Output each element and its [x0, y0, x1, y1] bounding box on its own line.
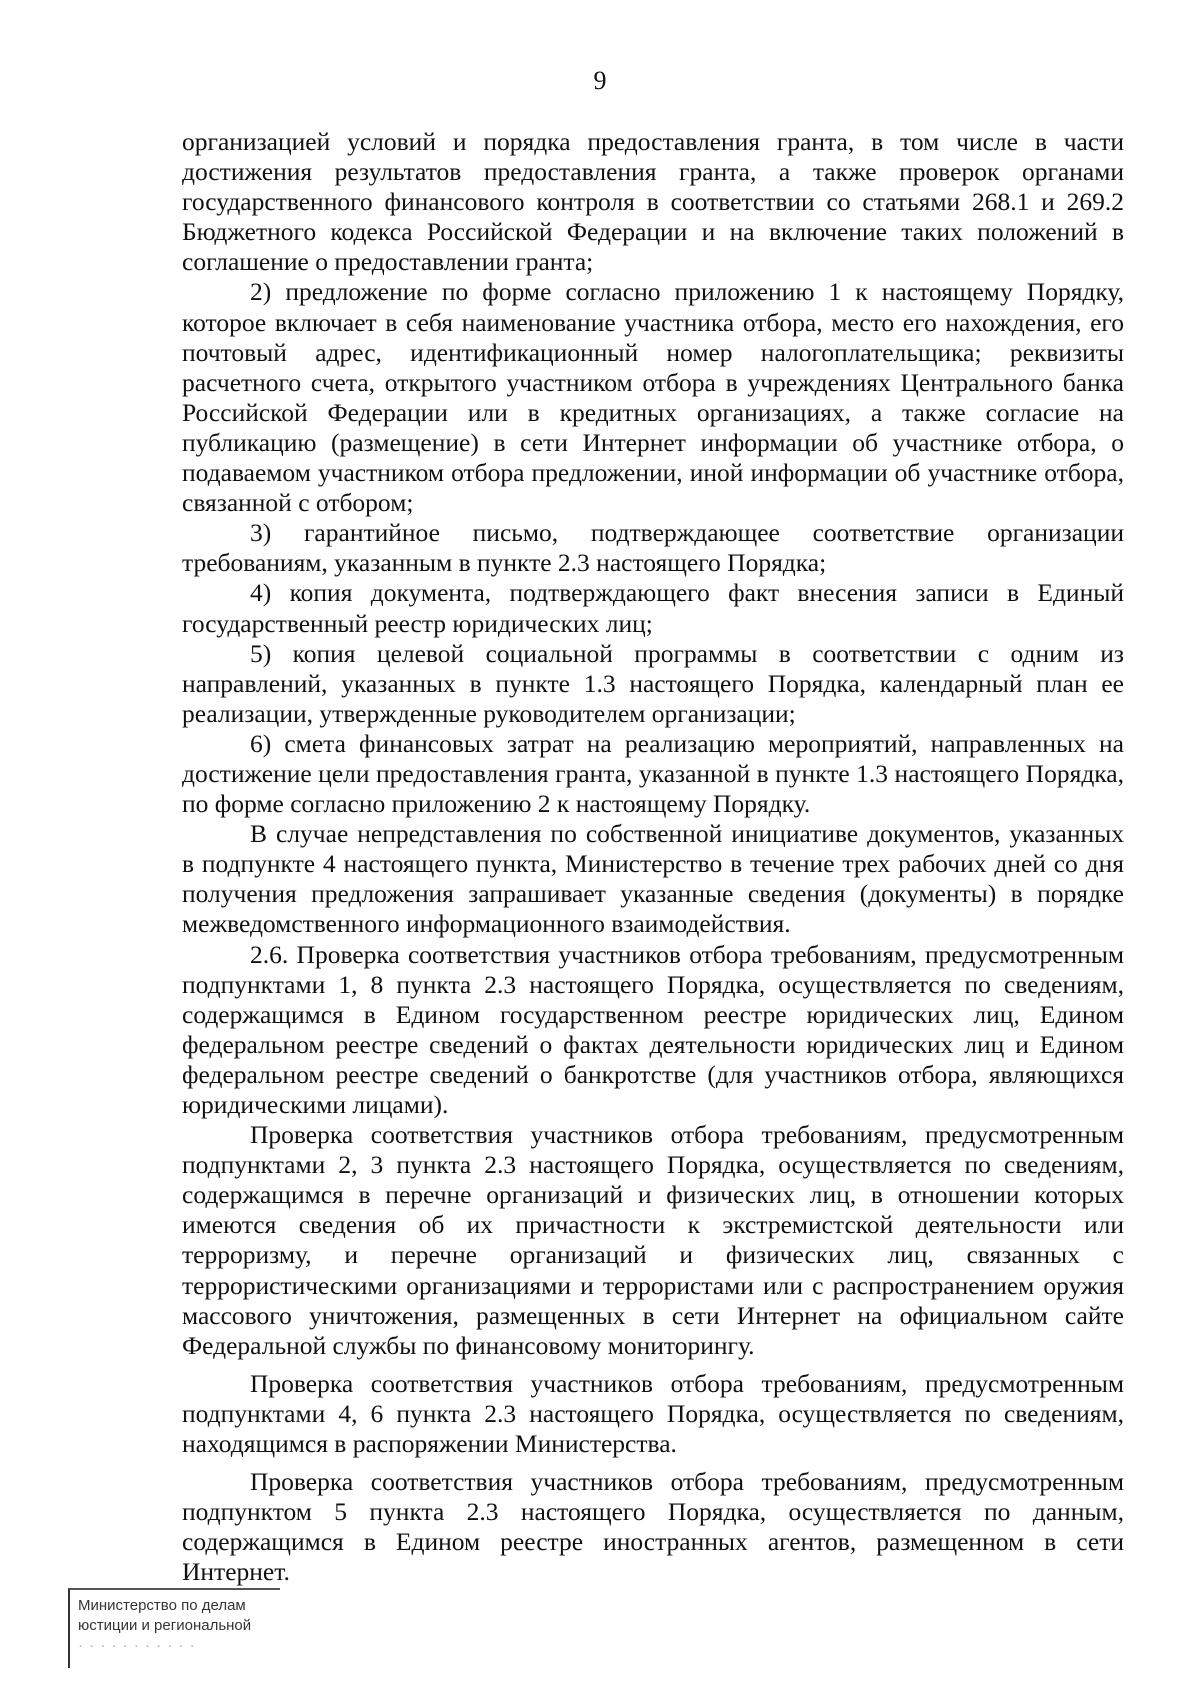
paragraph-check-4-6: Проверка соответствия участников отбора требованиям, предусмотренным подпунктами 4, 6 пункта 2.3 настоящего Порядка, осуществляется по сведениям, находящимся в распоряжении Министерства. — [182, 1368, 1124, 1459]
paragraph-check-2-3: Проверка соответствия участников отбора требованиям, предусмотренным подпунктами 2, 3 пункта 2.3 настоящего Порядка, осуществляется по сведениям, содержащимся в перечне организаций и физических лиц, в отношении которых имеются сведения об их причастности к экстремистской деятельности или терроризму, и перечне организаций и физических лиц, связанных с террористическими организациями и террористами или с распространением оружия массового уничтожения, размещенных в сети Интернет на официальном сайте Федеральной службы по финансовому мониторингу. — [182, 1120, 1124, 1360]
ministry-stamp — [68, 1588, 280, 1668]
stamp-line-2: юстиции и региональной — [78, 1617, 252, 1634]
paragraph-continuation: организацией условий и порядка предоставления гранта, в том числе в части достижения результатов предоставления гранта, а также проверок органами государственного финансового контроля в соответствии со статьями 268.1 и 269.2 Бюджетного кодекса Российской Федерации и на включение таких положений в соглашение о предоставлении гранта; — [182, 127, 1124, 277]
list-item-4: 4) копия документа, подтверждающего факт внесения записи в Единый государственный реестр юридических лиц; — [182, 578, 1124, 638]
list-item-6: 6) смета финансовых затрат на реализацию мероприятий, направленных на достижение цели предоставления гранта, указанной в пункте 1.3 настоящего Порядка, по форме согласно приложению 2 к настоящему Порядку. — [182, 728, 1124, 819]
page-number: 9 — [593, 66, 607, 95]
stamp-line-1: Министерство по делам — [78, 1597, 246, 1614]
list-item-5: 5) копия целевой социальной программы в соответствии с одним из направлений, указанных в пункте 1.3 настоящего Порядка, календарный план ее реализации, утвержденные руководителем организации; — [182, 638, 1124, 728]
stamp-line-3-illegible: · · · · · · · · · · · — [78, 1637, 196, 1654]
list-item-2: 2) предложение по форме согласно приложению 1 к настоящему Порядку, которое включает в себя наименование участника отбора, место его нахождения, его почтовый адрес, идентификационный номер налогоплательщика; реквизиты расчетного счета, открытого участником отбора в учреждениях Центрального банка Российской Федерации или в кредитных организациях, а также согласие на публикацию (размещение) в сети Интернет информации об участнике отбора, о подаваемом участником отбора предложении, иной информации об участнике отбора, связанной с отбором; — [182, 277, 1124, 518]
paragraph-2-6: 2.6. Проверка соответствия участников отбора требованиям, предусмотренным подпунктами 1, 8 пункта 2.3 настоящего Порядка, осуществляется по сведениям, содержащимся в Едином государственном реестре юридических лиц, Едином федеральном реестре сведений о фактах деятельности юридических лиц и Едином федеральном реестре сведений о банкротстве (для участников отбора, являющихся юридическими лицами). — [182, 939, 1124, 1119]
paragraph-check-5: Проверка соответствия участников отбора требованиям, предусмотренным подпунктом 5 пункта 2.3 настоящего Порядка, осуществляется по данным, содержащимся в Едином реестре иностранных агентов, размещенном в сети Интернет. — [182, 1467, 1124, 1587]
list-item-3: 3) гарантийное письмо, подтверждающее соответствие организации требованиям, указанным в пункте 2.3 настоящего Порядка; — [182, 518, 1124, 578]
paragraph-non-submission: В случае непредставления по собственной инициативе документов, указанных в подпункте 4 настоящего пункта, Министерство в течение трех рабочих дней со дня получения предложения запрашивает указанные сведения (документы) в порядке межведомственного информационного взаимодействия. — [182, 819, 1124, 939]
document-body — [182, 127, 1124, 1588]
